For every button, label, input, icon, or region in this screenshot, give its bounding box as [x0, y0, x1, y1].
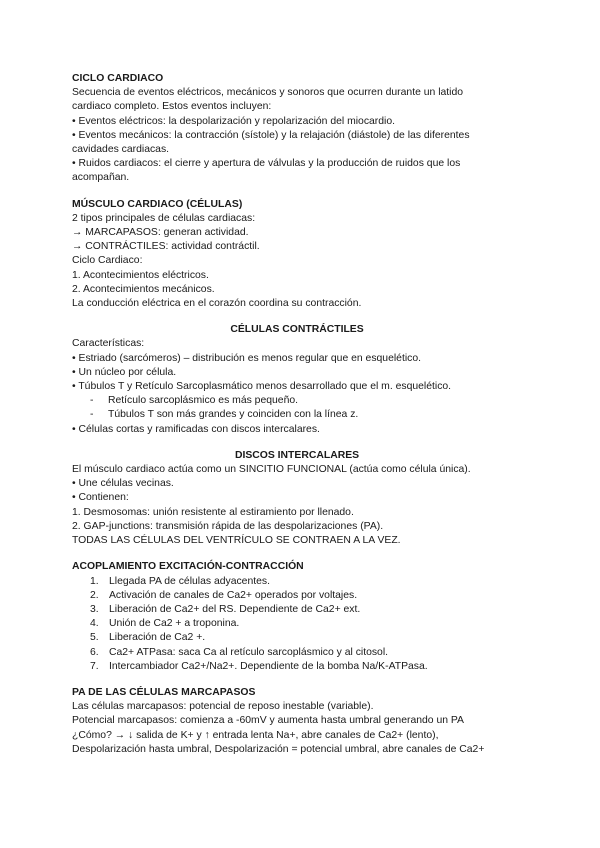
text-line: • Eventos mecánicos: la contracción (sístole) y la relajación (diástole) de las diferentes	[72, 129, 470, 141]
sub-list	[72, 394, 522, 422]
list-number: 6.	[90, 646, 99, 658]
text-line: 1. Acontecimientos eléctricos.	[72, 269, 209, 281]
dash-mark: -	[90, 395, 94, 407]
text-line: • Túbulos T y Retículo Sarcoplasmático menos desarrollado que el m. esquelético.	[72, 381, 452, 393]
list-number: 3.	[90, 603, 99, 615]
text-line: El músculo cardiaco actúa como un SINCITIO FUNCIONAL (actúa como célula única).	[72, 464, 471, 476]
document-page	[72, 72, 522, 757]
text-line: 2. GAP-junctions: transmisión rápida de las despolarizaciones (PA).	[72, 520, 384, 532]
text-line: • Estriado (sarcómeros) – distribución es menos regular que en esquelético.	[72, 352, 422, 364]
list-item	[72, 631, 522, 645]
dash-mark: -	[90, 409, 94, 421]
list-number: 7.	[90, 660, 99, 672]
text-line: ¿Cómo? → ↓ salida de K+ y ↑ entrada lenta Na+, abre canales de Ca2+ (lento),	[72, 729, 439, 741]
text-line: Las células marcapasos: potencial de reposo inestable (variable).	[72, 701, 374, 713]
text-line: acompañan.	[72, 172, 130, 184]
numbered-list	[72, 575, 522, 674]
text-line: • Contienen:	[72, 492, 129, 504]
text-line: 1. Desmosomas: unión resistente al estiramiento por llenado.	[72, 506, 354, 518]
text-line: • Células cortas y ramificadas con discos intercalares.	[72, 423, 320, 435]
list-item-text: Ca2+ ATPasa: saca Ca al retículo sarcoplásmico y al citosol.	[109, 646, 389, 658]
section-heading-discos: DISCOS INTERCALARES	[234, 449, 360, 461]
list-number: 5.	[90, 632, 99, 644]
section-heading-ciclo: CICLO CARDIACO	[72, 73, 164, 84]
text-line: • Eventos eléctricos: la despolarización y repolarización del miocardio.	[72, 115, 396, 127]
text-line: • Ruidos cardiacos: el cierre y apertura de válvulas y la producción de ruidos que los	[72, 158, 461, 170]
list-number: 4.	[90, 618, 99, 630]
list-item-text: Retículo sarcoplásmico es más pequeño.	[108, 395, 299, 407]
list-item-text: Activación de canales de Ca2+ operados por voltajes.	[109, 589, 358, 601]
list-item	[72, 646, 522, 660]
list-item-text: Túbulos T son más grandes y coinciden con la línea z.	[108, 409, 359, 421]
list-item-text: Liberación de Ca2+ del RS. Dependiente de Ca2+ ext.	[109, 603, 361, 615]
section-heading-marcapasos: PA DE LAS CÉLULAS MARCAPASOS	[72, 686, 256, 698]
list-item	[72, 617, 522, 631]
list-item-text: Unión de Ca2 + a troponina.	[109, 618, 240, 630]
text-line: Características:	[72, 338, 145, 350]
text-line: cardiaco completo. Estos eventos incluyen:	[72, 101, 272, 113]
text-line: Potencial marcapasos: comienza a -60mV y aumenta hasta umbral generando un PA	[72, 715, 464, 727]
list-item-text: Llegada PA de células adyacentes.	[109, 575, 270, 587]
text-line: Despolarización hasta umbral, Despolarización = potencial umbral, abre canales de Ca2+	[72, 743, 485, 755]
list-item	[72, 589, 522, 603]
list-number: 2.	[90, 589, 99, 601]
section-heading-musculo: MÚSCULO CARDIACO (CÉLULAS)	[72, 198, 243, 210]
list-item	[72, 408, 522, 422]
list-item	[72, 394, 522, 408]
section-heading-contractiles: CÉLULAS CONTRÁCTILES	[230, 324, 364, 336]
list-item-text: Liberación de Ca2 +.	[109, 632, 206, 644]
list-number: 1.	[90, 575, 99, 587]
section-heading-acoplamiento: ACOPLAMIENTO EXCITACIÓN-CONTRACCIÓN	[72, 561, 304, 573]
text-line: • Un núcleo por célula.	[72, 366, 177, 378]
text-line: La conducción eléctrica en el corazón coordina su contracción.	[72, 298, 362, 310]
list-item	[72, 575, 522, 589]
text-line: 2 tipos principales de células cardiacas:	[72, 212, 256, 224]
list-item-text: Intercambiador Ca2+/Na2+. Dependiente de la bomba Na/K-ATPasa.	[109, 660, 428, 672]
text-line: 2. Acontecimientos mecánicos.	[72, 283, 215, 295]
text-line: → MARCAPASOS: generan actividad.	[72, 227, 249, 239]
text-line: cavidades cardiacas.	[72, 144, 170, 156]
list-item	[72, 603, 522, 617]
text-line: TODAS LAS CÉLULAS DEL VENTRÍCULO SE CONTRAEN A LA VEZ.	[72, 535, 401, 547]
list-item	[72, 660, 522, 674]
text-line: Ciclo Cardiaco:	[72, 255, 143, 267]
text-line: → CONTRÁCTILES: actividad contráctil.	[72, 241, 260, 253]
text-line: Secuencia de eventos eléctricos, mecánicos y sonoros que ocurren durante un latido	[72, 87, 464, 99]
text-line: • Une células vecinas.	[72, 478, 174, 490]
